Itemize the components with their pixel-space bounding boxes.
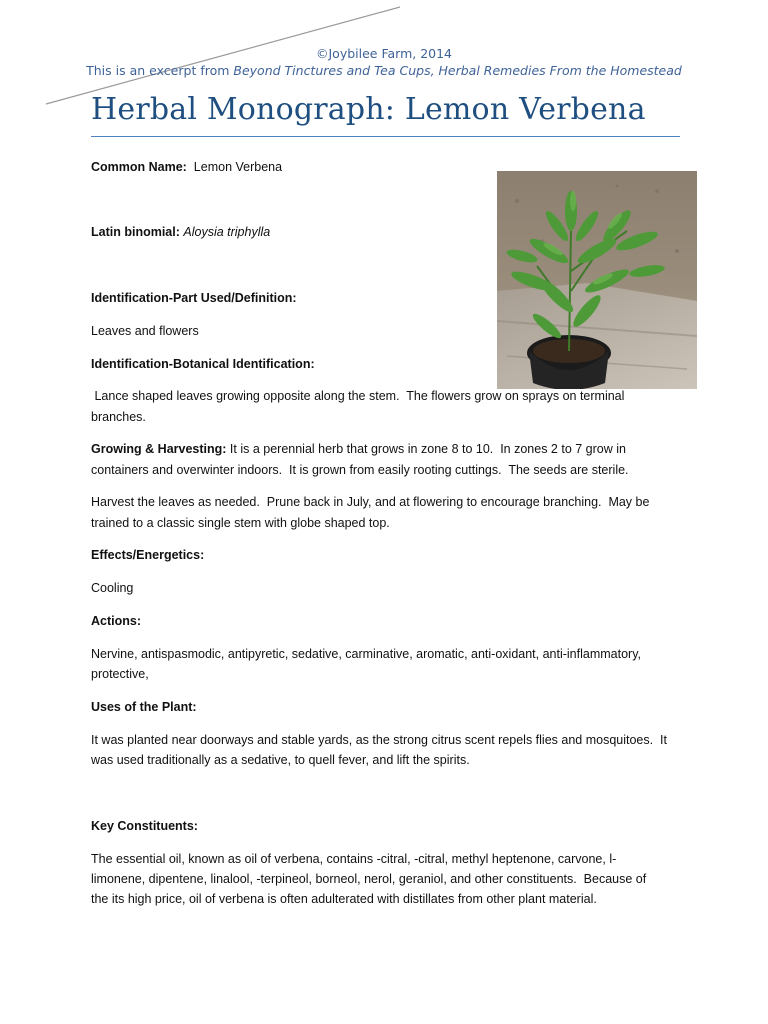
page-title: Herbal Monograph: Lemon Verbena [91,92,646,127]
effects-label: Effects/Energetics: [91,548,205,562]
part-used-value: Leaves and flowers [91,324,199,338]
growing-text-line-2: containers and overwinter indoors. It is grown from easily rooting cuttings. The seeds are sterile. [91,463,629,477]
latin-binomial-label: Latin binomial: [91,225,180,239]
constituents-heading [91,816,198,837]
common-name-value: Lemon Verbena [193,160,283,174]
uses-text-line-2: was used traditionally as a sedative, to quell fever, and lift the spirits. [91,753,470,767]
harvest-text-line-1: Harvest the leaves as needed. Prune back in July, and at flowering to encourage branching. May be [91,495,650,509]
botanical-text-line-1: Lance shaped leaves growing opposite along the stem. The flowers grow on sprays on terminal [91,389,625,403]
latin-binomial-value: Aloysia triphylla [183,225,271,239]
actions-text-line-2: protective, [91,667,149,681]
part-used-label: Identification-Part Used/Definition: [91,291,297,305]
harvest-text-line-2: trained to a classic single stem with globe shaped top. [91,516,390,530]
excerpt-book-title: Beyond Tinctures and Tea Cups, Herbal Remedies From the Homestead [233,63,682,78]
constituents-text-line-1: The essential oil, known as oil of verbena, contains -citral, -citral, methyl heptenone, carvone, l- [91,852,617,866]
constituents-text-line-3: the its high price, oil of verbena is often adulterated with distillates from other plant material. [91,892,597,906]
excerpt-line [0,63,768,78]
growing-label: Growing & Harvesting: [91,442,227,456]
constituents-label: Key Constituents: [91,819,198,833]
botanical-text-line-2: branches. [91,410,146,424]
growing-row [91,439,626,460]
uses-text-line-1: It was planted near doorways and stable yards, as the strong citrus scent repels flies and mosquitoes. It [91,733,667,747]
botanical-heading [91,354,315,375]
uses-heading [91,697,197,718]
constituents-text-line-2: limonene, dipentene, linalool, -terpineol, borneol, nerol, geraniol, and other constituents. Because of [91,872,647,886]
copyright-line: ©Joybilee Farm, 2014 [315,46,453,61]
common-name-row [91,157,282,178]
effects-value: Cooling [91,581,134,595]
excerpt-prefix: This is an excerpt from [86,63,234,78]
part-used-heading [91,288,297,309]
growing-text-line-1: It is a perennial herb that grows in zone 8 to 10. In zones 2 to 7 grow in [226,442,626,456]
effects-heading [91,545,204,566]
actions-text-line-1: Nervine, antispasmodic, antipyretic, sedative, carminative, aromatic, anti-oxidant, anti-inflammatory, [91,647,641,661]
botanical-label: Identification-Botanical Identification: [91,357,315,371]
latin-binomial-row [91,222,270,243]
actions-heading [91,611,141,632]
lemon-verbena-photo [497,171,697,389]
title-underline [91,136,680,137]
common-name-label: Common Name: [91,160,187,174]
actions-label: Actions: [91,614,141,628]
uses-label: Uses of the Plant: [91,700,197,714]
